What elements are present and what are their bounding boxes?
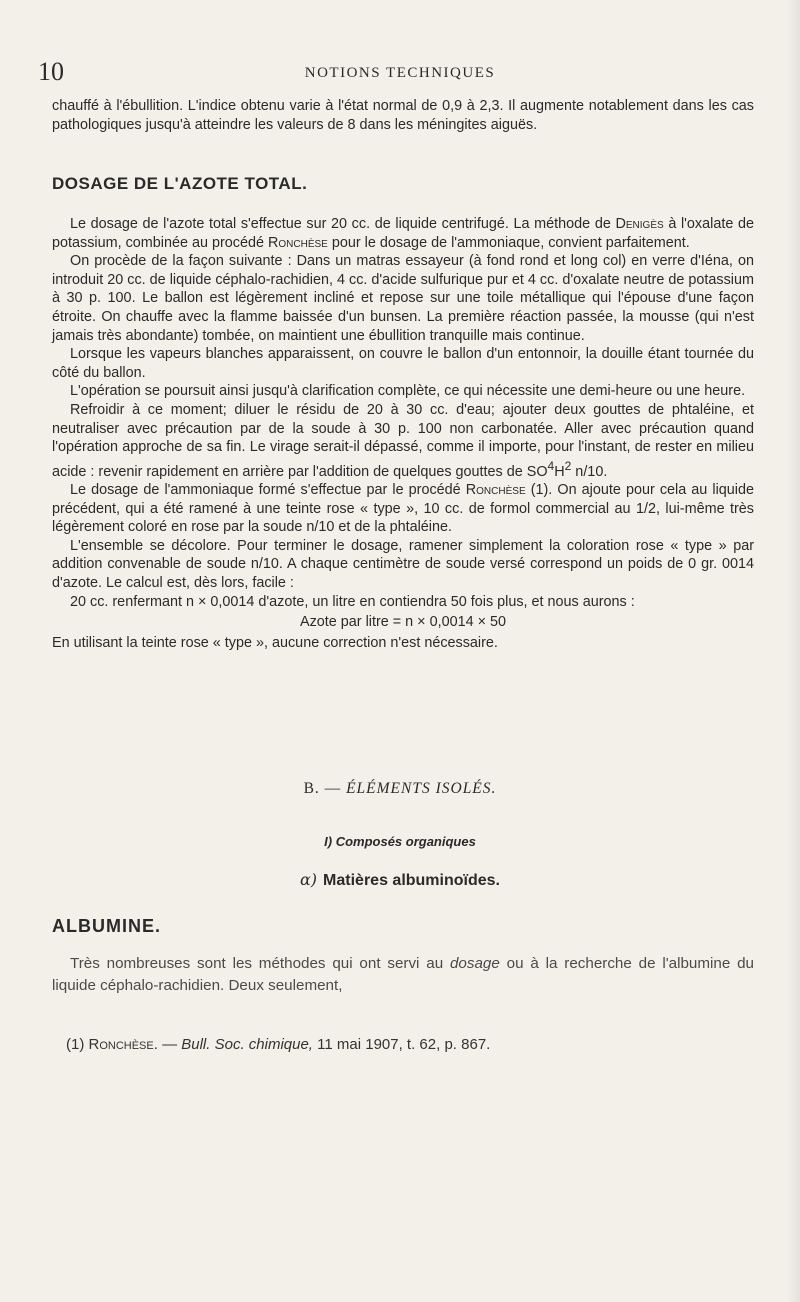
author-ronchese-2: Ronchèse [465,482,526,499]
alpha-marker: α) [300,870,318,889]
intro-paragraph: chauffé à l'ébullition. L'indice obtenu varie à l'état normal de 0,9 à 2,3. Il augmente notablement dans les cas pathologiques jusqu'à atteindre les valeurs de 8 dans les méningites aiguës. [52,98,754,133]
section-b-heading: B. — ÉLÉMENTS ISOLÉS. [303,780,497,797]
albumine-text [52,953,754,997]
running-title: NOTIONS TECHNIQUES [304,65,496,81]
dosage-heading: DOSAGE DE L'AZOTE TOTAL. [52,174,308,193]
page-header [0,57,800,87]
dosage-paragraph-3: Lorsque les vapeurs blanches apparaissent, on couvre le ballon d'un entonnoir, la douille étant tournée du côté du ballon. [52,346,754,381]
intro-text [52,97,754,134]
author-ronchese: Ronchèse [268,234,328,251]
page-number: 10 [38,57,64,86]
dosage-paragraph-5: Refroidir à ce moment; diluer le résidu de 20 à 30 cc. d'eau; ajouter deux gouttes de phtaléine, et neutraliser avec précaution par de la soude à 30 p. 100 non carbonatée. Aller avec précaution quand l'opération approche de sa fin. Le virage serait-il dépassé, comme il importe, pour l'instant, de rester en milieu acide : revenir rapidement en arrière par l'addition de quelques gouttes de $SO^4H^2$ n/10. [52,401,754,480]
dosage-paragraph-8: 20 cc. renfermant n × 0,0014 d'azote, un litre en contiendra 50 fois plus, et nous aurons : [70,593,635,610]
subsubsection-heading: α) Matières albuminoïdes. [300,870,500,889]
author-deniges: Denigès [615,216,664,232]
formula: Azote par litre = n × 0,0014 × 50 [299,614,506,631]
dosage-paragraph-7: L'ensemble se décolore. Pour terminer le dosage, ramener simplement la coloration rose « type » par addition convenable de soude n/10. A chaque centimètre de soude versé correspond un poids de 0 gr. 0014 d'azote. Le calcul est, dès lors, facile : [52,537,754,592]
dosage-paragraph-1: Le dosage de l'azote total s'effectue sur 20 cc. de liquide centrifugé. La méthode de Denigès à l'oxalate de potassium, combinée au procédé Ronchèse pour le dosage de l'ammoniaque, convient parfaitement. [52,216,754,251]
subsection-heading: I) Composés organiques [324,834,476,849]
albumine-paragraph-1: Très nombreuses sont les méthodes qui ont servi au dosage ou à la recherche de l'albumine du liquide céphalo-rachidien. Deux seulement, [52,955,754,994]
footnote: (1) Ronchèse. — Bull. Soc. chimique, 11 mai 1907, t. 62, p. 867. [66,1036,491,1053]
dosage-paragraph-2: On procède de la façon suivante : Dans un matras essayeur (à fond rond et long col) en verre d'Iéna, on introduit 20 cc. de liquide céphalo-rachidien, 4 cc. d'acide sulfurique pur et 4 cc. d'oxalate neutre de potassium à 30 p. 100. Le ballon est légèrement incliné et repose sur une toile métallique qui l'épouse d'une façon étroite. On chauffe avec la flamme baissée d'un bunsen. La première réaction passée, la mousse (qui n'est jamais très abondante) tombée, on maintient une ébullition tranquille mais continue. [52,253,754,344]
dosage-paragraph-9: En utilisant la teinte rose « type », aucune correction n'est nécessaire. [52,634,498,651]
dosage-paragraph-6: Le dosage de l'ammoniaque formé s'effectue par le procédé Ronchèse (1). On ajoute pour cela au liquide précédent, qui a été ramené à une teinte rose « type », 10 cc. de formol commercial au 1/2, lui-même très légèrement coloré en rose par la soude n/10 et de la phtaléine. [52,482,754,536]
dosage-paragraph-4: L'opération se poursuit ainsi jusqu'à clarification complète, ce qui nécessite une demi-heure ou une heure. [70,383,746,400]
footnote-author: Ronchèse [88,1036,154,1053]
page-edge-shadow [786,0,800,1302]
albumine-heading: ALBUMINE. [52,916,161,936]
dosage-text [52,215,754,652]
